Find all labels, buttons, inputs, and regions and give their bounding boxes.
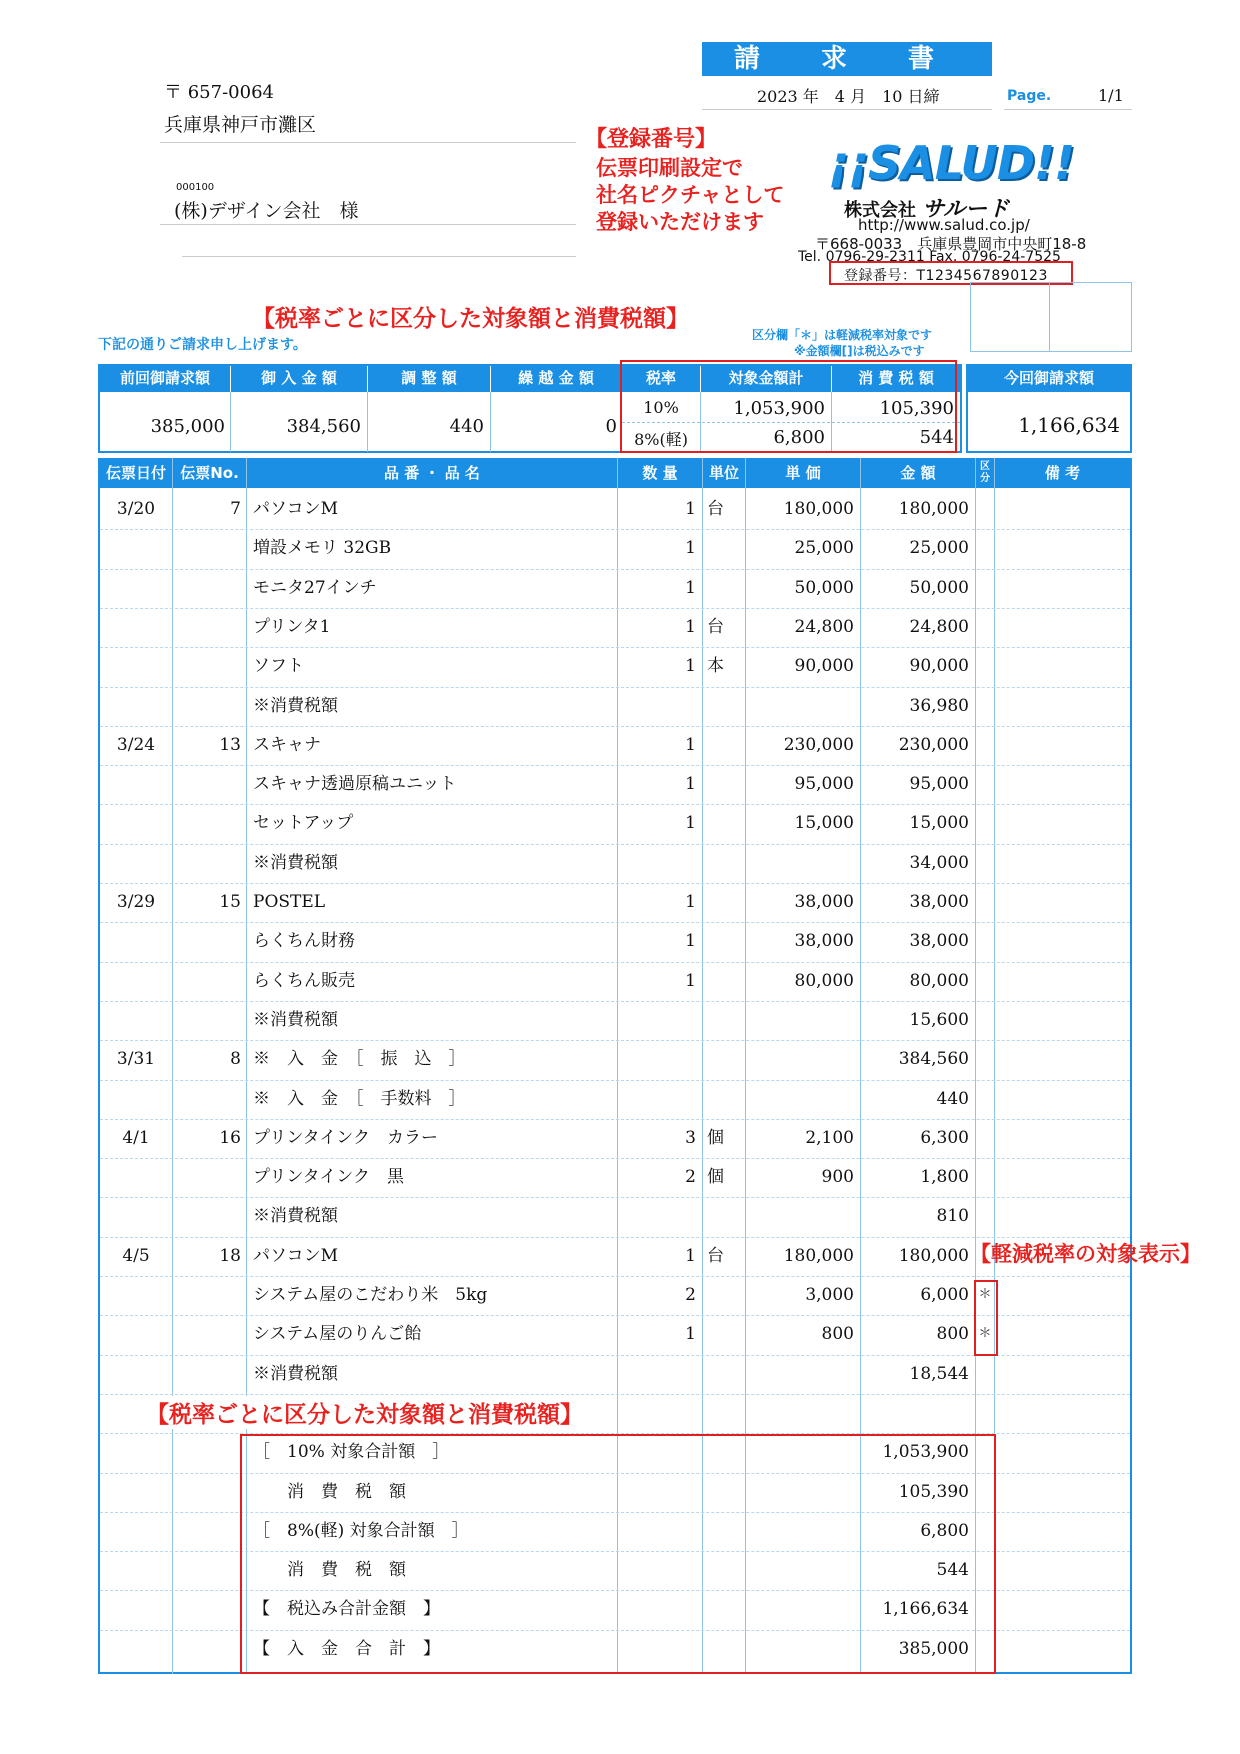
note-reg-body-3: 登録いただけます: [596, 210, 764, 234]
cell-unit: 台: [707, 1245, 724, 1266]
reduced-rate-mark-highlight: [974, 1280, 998, 1356]
cell-slip-no: [173, 608, 241, 646]
col-header-date: 伝票日付: [100, 458, 172, 488]
cell-unit: [707, 726, 743, 764]
company-name-main: サルード: [922, 197, 1010, 222]
cell-price: [746, 1040, 854, 1078]
cell-slip-no: [173, 804, 241, 842]
cell-price: 2,100: [805, 1127, 854, 1148]
cell-kubun: [976, 1001, 994, 1039]
cell-unit: [707, 1315, 743, 1353]
cell-date: [100, 1080, 172, 1118]
cell-kubun: [976, 1158, 994, 1196]
cell-item-name: パソコンM: [253, 499, 339, 519]
cell-slip-no: [173, 1512, 241, 1550]
summary-header-base: 対象金額計: [701, 364, 831, 392]
cell-date: [100, 608, 172, 646]
summary-base-8: 6,800: [773, 427, 825, 448]
cell-unit: [707, 1001, 743, 1039]
cell-qty: [618, 844, 696, 882]
cell-unit: [707, 1040, 743, 1078]
cell-slip-no: [173, 569, 241, 607]
tax-split-highlight-top: [620, 360, 957, 453]
summary-rate-8: 8%(軽): [634, 430, 688, 449]
cell-amount: 95,000: [909, 774, 969, 795]
cell-item-name: ※消費税額: [253, 852, 338, 873]
note-tax-split-top: 【税率ごとに区分した対象額と消費税額】: [252, 306, 689, 332]
note-reg-body-1: 伝票印刷設定で: [596, 156, 743, 180]
cell-kubun: [976, 608, 994, 646]
closing-date: 2023 年 4 月 10 日締: [757, 87, 940, 106]
cell-price: 25,000: [794, 538, 854, 559]
cell-price: 95,000: [794, 774, 854, 795]
cell-amount: 180,000: [898, 1245, 969, 1266]
page-number: 1/1: [1098, 86, 1124, 105]
cell-price: 38,000: [794, 892, 854, 912]
cell-price: 3,000: [805, 1285, 854, 1305]
cell-item-name: ※消費税額: [253, 1206, 338, 1227]
summary-paid-value: 384,560: [286, 416, 361, 437]
cell-price: 50,000: [794, 577, 854, 598]
cell-amount: 230,000: [898, 734, 969, 755]
cell-price: [746, 687, 854, 725]
company-logo: ¡¡SALUD!!: [828, 136, 1074, 190]
cell-amount: 1,053,900: [882, 1442, 969, 1463]
cell-item-name: システム屋のこだわり米 5kg: [253, 1285, 488, 1305]
page-label: Page.: [1007, 88, 1052, 104]
cell-qty: [618, 1355, 696, 1393]
cell-date: [100, 1433, 172, 1471]
cell-slip-no: [173, 529, 241, 567]
note-reg-body-2: 社名ピクチャとして: [596, 183, 785, 207]
cell-amount: 800: [936, 1324, 969, 1345]
cell-unit: [707, 569, 743, 607]
cell-unit: 本: [707, 656, 724, 677]
cell-amount: 6,300: [920, 1127, 969, 1148]
cell-kubun: [976, 687, 994, 725]
cell-slip-no: 7: [230, 499, 241, 519]
cell-qty: 1: [685, 813, 696, 834]
cell-item-name: プリンタインク カラー: [253, 1127, 438, 1148]
cell-date: [100, 922, 172, 960]
cell-date: [100, 1512, 172, 1550]
col-header-remarks: 備 考: [995, 458, 1130, 488]
cell-kubun: [976, 1080, 994, 1118]
cell-date: [100, 804, 172, 842]
cell-date: 3/20: [116, 499, 156, 519]
cell-amount: 105,390: [898, 1481, 969, 1502]
cell-unit: [707, 687, 743, 725]
cell-amount: 6,800: [920, 1520, 969, 1541]
cell-unit: [707, 844, 743, 882]
cell-kubun: [976, 569, 994, 607]
tax-split-highlight-bottom: [240, 1434, 996, 1674]
cell-date: [100, 569, 172, 607]
cell-unit: [707, 962, 743, 1000]
cell-slip-no: [173, 962, 241, 1000]
cell-qty: [618, 1394, 696, 1432]
cell-kubun: [976, 490, 994, 528]
cell-amount: 36,980: [909, 695, 969, 716]
company-url: http://www.salud.co.jp/: [858, 216, 1030, 234]
cell-unit: 個: [707, 1127, 724, 1148]
recipient-postal: 〒 657-0064: [164, 82, 274, 103]
cell-amount: 544: [936, 1560, 969, 1581]
cell-item-name: スキャナ: [253, 734, 321, 755]
cell-slip-no: [173, 1433, 241, 1471]
cell-item-name: ※ 入 金 ［ 振 込 ］: [253, 1049, 466, 1070]
note-tax-split-bottom: 【税率ごとに区分した対象額と消費税額】: [146, 1396, 583, 1429]
summary-header-previous: 前回御請求額: [100, 364, 230, 392]
cell-slip-no: [173, 1001, 241, 1039]
summary-header-tax: 消 費 税 額: [832, 364, 960, 392]
cell-unit: [707, 765, 743, 803]
summary-adjust-value: 440: [449, 416, 484, 437]
cell-date: [100, 962, 172, 1000]
cell-unit: 台: [707, 616, 724, 637]
cell-slip-no: [173, 1590, 241, 1628]
cell-item-name: POSTEL: [253, 892, 326, 912]
summary-header-paid: 御 入 金 額: [231, 364, 367, 392]
cell-qty: [618, 1001, 696, 1039]
cell-amount: 810: [936, 1206, 969, 1227]
summary-base-10: 1,053,900: [733, 398, 825, 419]
cell-item-name: パソコンM: [253, 1245, 339, 1266]
cell-date: [100, 1197, 172, 1235]
cell-item-name: スキャナ透過原稿ユニット: [253, 774, 457, 795]
cell-qty: 1: [685, 734, 696, 755]
col-header-amount: 金 額: [861, 458, 975, 488]
cell-unit: [707, 1355, 743, 1393]
summary-header-carry: 繰 越 金 額: [491, 364, 621, 392]
cell-slip-no: [173, 844, 241, 882]
document-title: 請 求 書: [702, 42, 992, 76]
cell-price: 15,000: [794, 813, 854, 834]
cell-amount: 90,000: [909, 656, 969, 677]
cell-unit: [707, 1080, 743, 1118]
cell-amount: 15,600: [909, 1009, 969, 1030]
cell-slip-no: [173, 765, 241, 803]
cell-qty: 1: [685, 1245, 696, 1266]
cell-date: [100, 765, 172, 803]
cell-unit: 台: [707, 499, 724, 519]
cell-qty: 1: [685, 892, 696, 912]
cell-kubun: ＊: [978, 1326, 992, 1342]
cell-price: [746, 1001, 854, 1039]
cell-slip-no: [173, 1355, 241, 1393]
company-address: 〒668-0033 兵庫県豊岡市中央町18-8: [815, 235, 1087, 253]
cell-date: [100, 1158, 172, 1196]
col-header-item: 品 番 ・ 品 名: [247, 458, 617, 488]
cell-amount: 15,000: [909, 813, 969, 834]
col-header-unit: 単位: [703, 458, 745, 488]
col-header-qty: 数 量: [618, 458, 702, 488]
cell-date: [100, 1001, 172, 1039]
cell-qty: 3: [685, 1127, 696, 1148]
cell-slip-no: [173, 1315, 241, 1353]
cell-amount: 1,800: [920, 1167, 969, 1188]
cell-amount: 38,000: [909, 892, 969, 912]
cell-date: [100, 1551, 172, 1589]
cell-item-name: システム屋のりんご飴: [253, 1324, 422, 1345]
cell-item-name: ※消費税額: [253, 695, 338, 716]
cell-qty: [618, 1080, 696, 1118]
recipient-address: 兵庫県神戸市灘区: [164, 114, 317, 136]
cell-price: 38,000: [794, 931, 854, 952]
cell-kubun: [976, 529, 994, 567]
cell-qty: [618, 1197, 696, 1235]
cell-item-name: らくちん財務: [253, 931, 355, 952]
cell-kubun: [976, 1355, 994, 1393]
cell-qty: 1: [685, 774, 696, 795]
col-header-price: 単 価: [746, 458, 860, 488]
cell-unit: [707, 529, 743, 567]
cell-slip-no: [173, 1551, 241, 1589]
cell-slip-no: [173, 687, 241, 725]
cell-date: [100, 1630, 172, 1668]
summary-carry-value: 0: [605, 416, 617, 437]
col-header-kubun: 区分: [976, 458, 994, 488]
cell-item-name: ※ 入 金 ［ 手数料 ］: [253, 1088, 466, 1109]
cell-amount: 6,000: [920, 1285, 969, 1305]
cell-qty: 1: [685, 616, 696, 637]
cell-item-name: プリンタインク 黒: [253, 1167, 404, 1188]
note-reduced-mark: 【軽減税率の対象表示】: [970, 1242, 1201, 1266]
company-tel: Tel. 0796-29-2311 Fax. 0796-24-7525: [798, 249, 1061, 265]
cell-kubun: [976, 844, 994, 882]
cell-amount: 24,800: [909, 616, 969, 637]
cell-kubun: [976, 962, 994, 1000]
company-name-prefix: 株式会社: [844, 200, 916, 221]
cell-item-name: モニタ27インチ: [253, 577, 377, 598]
cell-unit: [707, 804, 743, 842]
cell-slip-no: 8: [230, 1049, 241, 1070]
cell-date: [100, 647, 172, 685]
cell-item-name: 増設メモリ 32GB: [253, 538, 392, 559]
cell-price: 180,000: [783, 1245, 854, 1266]
cell-unit: [707, 922, 743, 960]
cell-slip-no: 15: [219, 892, 241, 912]
cell-date: 3/31: [116, 1049, 156, 1070]
cell-qty: 2: [685, 1167, 696, 1188]
cell-date: 4/5: [122, 1245, 150, 1266]
cell-amount: 38,000: [909, 931, 969, 952]
cell-amount: 385,000: [898, 1638, 969, 1659]
cell-price: [746, 1197, 854, 1235]
cell-kubun: [976, 1197, 994, 1235]
cell-price: [746, 1355, 854, 1393]
cell-date: [100, 1590, 172, 1628]
cell-price: 900: [821, 1167, 854, 1188]
cell-qty: 1: [685, 656, 696, 677]
cell-item-name: 【 入 金 合 計 】: [253, 1638, 440, 1659]
cell-qty: [618, 687, 696, 725]
cell-amount: 50,000: [909, 577, 969, 598]
cell-qty: 1: [685, 499, 696, 519]
cell-qty: 1: [685, 931, 696, 952]
cell-kubun: [976, 647, 994, 685]
cell-price: 800: [821, 1324, 854, 1345]
summary-rate-10: 10%: [643, 398, 679, 417]
company-reg-number: 登録番号：T1234567890123: [844, 268, 1048, 284]
stamp-box: [970, 282, 1132, 352]
cell-item-name: 【 税込み合計金額 】: [253, 1599, 440, 1620]
cell-item-name: ※消費税額: [253, 1363, 338, 1384]
cell-qty: 2: [685, 1285, 696, 1305]
cell-item-name: ［ 8%(軽) 対象合計額 ］: [253, 1520, 469, 1541]
cell-amount: 1,166,634: [882, 1599, 969, 1620]
cell-kubun: [976, 883, 994, 921]
cell-date: [100, 844, 172, 882]
cell-date: [100, 1355, 172, 1393]
cell-date: [100, 1315, 172, 1353]
cell-unit: [707, 1197, 743, 1235]
cell-kubun: [976, 1119, 994, 1157]
cell-price: [746, 1080, 854, 1118]
cell-amount: 384,560: [898, 1049, 969, 1070]
cell-date: 3/29: [116, 892, 156, 912]
cell-slip-no: [173, 1276, 241, 1314]
customer-code: 000100: [176, 182, 215, 193]
cell-price: 90,000: [794, 656, 854, 677]
cell-slip-no: [173, 1630, 241, 1668]
cell-price: 180,000: [783, 499, 854, 519]
cell-item-name: プリンタ1: [253, 616, 331, 637]
kubun-note-1: 区分欄「＊」は軽減税率対象です: [752, 328, 933, 342]
cell-unit: [707, 1276, 743, 1314]
cell-kubun: [976, 1040, 994, 1078]
cell-unit: [707, 1394, 743, 1432]
cell-price: [746, 1394, 854, 1432]
note-reg-title: 【登録番号】: [585, 127, 718, 152]
cell-slip-no: 13: [219, 734, 241, 755]
cell-kubun: ＊: [978, 1287, 992, 1302]
cell-amount: 80,000: [909, 970, 969, 991]
cell-slip-no: [173, 1080, 241, 1118]
summary-tax-8: 544: [919, 427, 954, 448]
cell-slip-no: 18: [219, 1245, 241, 1266]
cell-slip-no: 16: [219, 1127, 241, 1148]
cell-qty: 1: [685, 970, 696, 991]
cell-unit: [707, 883, 743, 921]
cell-kubun: [976, 922, 994, 960]
cell-slip-no: [173, 1473, 241, 1511]
cell-date: [100, 1276, 172, 1314]
cell-price: 24,800: [794, 616, 854, 637]
cell-item-name: ソフト: [253, 656, 304, 677]
cell-qty: 1: [685, 538, 696, 559]
cell-slip-no: [173, 1158, 241, 1196]
cell-slip-no: [173, 647, 241, 685]
cell-amount: 25,000: [909, 538, 969, 559]
cell-amount: [861, 1394, 969, 1432]
customer-name: (株)デザイン会社 様: [174, 200, 359, 222]
cell-qty: [618, 1040, 696, 1078]
cell-kubun: [976, 765, 994, 803]
summary-header-rate: 税率: [622, 364, 700, 392]
cell-kubun: [976, 726, 994, 764]
cell-price: 230,000: [783, 734, 854, 755]
cell-date: [100, 687, 172, 725]
cell-item-name: 消 費 税 額: [253, 1560, 406, 1581]
cell-price: 80,000: [794, 970, 854, 991]
cell-slip-no: [173, 922, 241, 960]
cell-item-name: 消 費 税 額: [253, 1481, 406, 1502]
cell-kubun: [976, 1394, 994, 1432]
cell-price: [746, 844, 854, 882]
cell-unit: 個: [707, 1167, 724, 1188]
summary-header-adjust: 調 整 額: [368, 364, 490, 392]
cell-item-name: ※消費税額: [253, 1009, 338, 1030]
summary-previous-value: 385,000: [150, 416, 225, 437]
cell-date: [100, 1473, 172, 1511]
cell-kubun: [976, 804, 994, 842]
cell-date: 3/24: [116, 734, 156, 755]
cell-item-name: らくちん販売: [253, 970, 355, 991]
cell-item-name: セットアップ: [253, 813, 354, 834]
stamp-box-top: [1049, 282, 1132, 283]
cell-item-name: ［ 10% 対象合計額 ］: [253, 1442, 450, 1463]
kubun-note-2: ※金額欄[]は税込みです: [794, 344, 925, 358]
cell-qty: 1: [685, 577, 696, 598]
cell-amount: 180,000: [898, 499, 969, 519]
greeting-text: 下記の通りご請求申し上げます。: [98, 337, 307, 353]
cell-date: [100, 529, 172, 567]
summary-current-value: 1,166,634: [1018, 413, 1120, 437]
summary-tax-10: 105,390: [879, 398, 954, 419]
cell-date: 4/1: [122, 1127, 150, 1148]
cell-amount: 18,544: [909, 1363, 969, 1384]
col-header-no: 伝票No.: [173, 458, 246, 488]
cell-amount: 34,000: [909, 852, 969, 873]
cell-amount: 440: [936, 1088, 969, 1109]
cell-qty: 1: [685, 1324, 696, 1345]
cell-slip-no: [173, 1197, 241, 1235]
summary-header-current: 今回御請求額: [968, 364, 1130, 392]
